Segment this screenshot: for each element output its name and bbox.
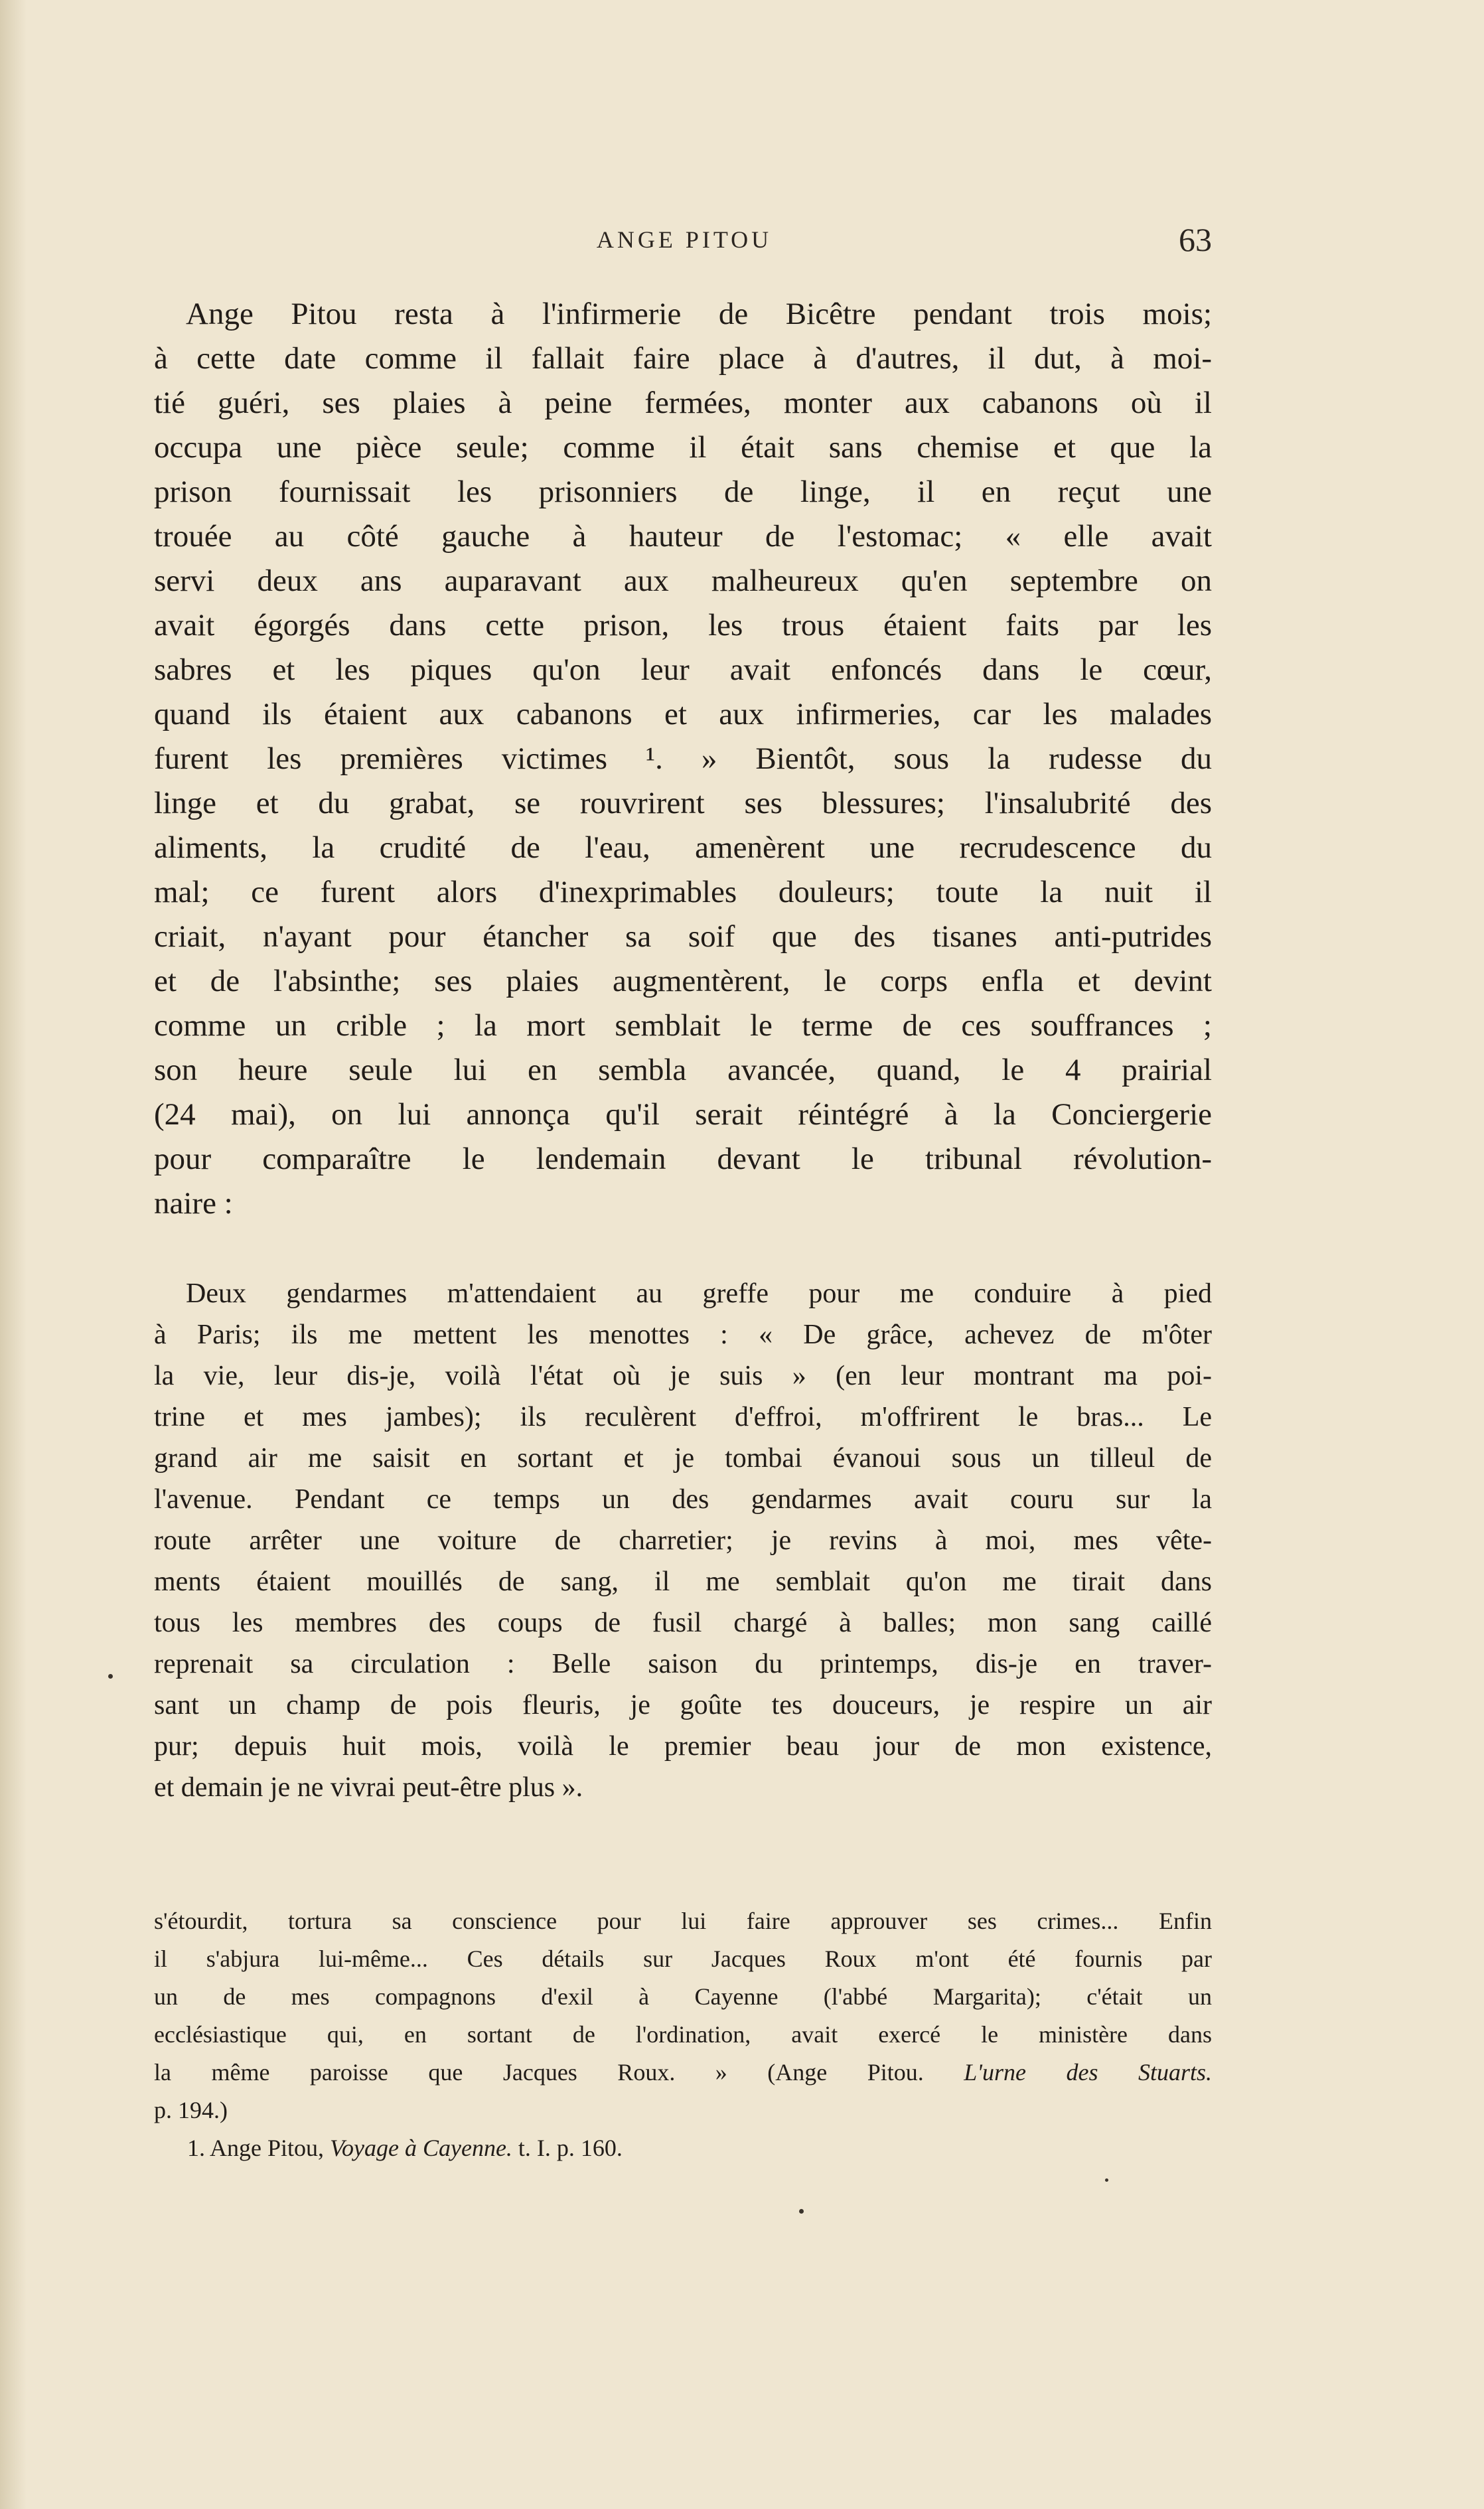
text-line: son heure seule lui en sembla avancée, quand, le 4 prairial — [154, 1053, 1212, 1087]
running-header — [157, 221, 1212, 266]
quote-line: pur; depuis huit mois, voilà le premier beau jour de mon existence, — [154, 1731, 1212, 1762]
quote-line: ments étaient mouillés de sang, il me semblait qu'on me tirait dans — [154, 1566, 1212, 1597]
note-line: un de mes compagnons d'exil à Cayenne (l'abbé Margarita); c'était un — [154, 1983, 1212, 2010]
text-line: trouée au côté gauche à hauteur de l'estomac; « elle avait — [154, 519, 1212, 554]
quote-line: grand air me saisit en sortant et je tombai évanoui sous un tilleul de — [154, 1443, 1212, 1474]
text-line: Ange Pitou resta à l'infirmerie de Bicêtre pendant trois mois; — [186, 297, 1212, 331]
text-line: linge et du grabat, se rouvrirent ses blessures; l'insalubrité des — [154, 786, 1212, 820]
text-line: naire : — [154, 1186, 233, 1221]
text-line: sabres et les piques qu'on leur avait enfoncés dans le cœur, — [154, 652, 1212, 687]
text-line: à cette date comme il fallait faire place à d'autres, il dut, à moi- — [154, 341, 1212, 376]
note-line — [154, 2054, 1212, 2091]
text-line: prison fournissait les prisonniers de linge, il en reçut une — [154, 475, 1212, 509]
page-edge-shadow — [0, 0, 27, 2509]
note-line: il s'abjura lui-même... Ces détails sur Jacques Roux m'ont été fournis par — [154, 1945, 1212, 1972]
notes-block — [154, 1902, 1212, 2167]
text-line: comme un crible ; la mort semblait le terme de ces souffrances ; — [154, 1008, 1212, 1043]
quote-line: sant un champ de pois fleuris, je goûte tes douceurs, je respire un air — [154, 1690, 1212, 1720]
text-line: occupa une pièce seule; comme il était sans chemise et que la — [154, 430, 1212, 465]
footnote — [154, 2129, 1212, 2167]
text-line: (24 mai), on lui annonça qu'il serait réintégré à la Conciergerie — [154, 1097, 1212, 1132]
main-paragraph — [154, 292, 1212, 1226]
ink-speck — [108, 1674, 113, 1679]
text-line: criait, n'ayant pour étancher sa soif que des tisanes anti-putrides — [154, 919, 1212, 954]
text-line: tié guéri, ses plaies à peine fermées, monter aux cabanons où il — [154, 386, 1212, 420]
note-line: s'étourdit, tortura sa conscience pour lui faire approuver ses crimes... Enfin — [154, 1908, 1212, 1934]
text-line: furent les premières victimes ¹. » Bientôt, sous la rudesse du — [154, 741, 1212, 776]
text-line: aliments, la crudité de l'eau, amenèrent une recrudescence du — [154, 830, 1212, 865]
running-title: ANGE PITOU — [596, 226, 773, 253]
note-text: la même paroisse que Jacques Roux. » (Ange Pitou. — [154, 2059, 964, 2086]
text-line: mal; ce furent alors d'inexprimables douleurs; toute la nuit il — [154, 875, 1212, 909]
quote-line: Deux gendarmes m'attendaient au greffe pour me conduire à pied — [186, 1278, 1212, 1309]
quote-line: trine et mes jambes); ils reculèrent d'effroi, m'offrirent le bras... Le — [154, 1402, 1212, 1432]
quote-line: la vie, leur dis-je, voilà l'état où je suis » (en leur montrant ma poi- — [154, 1361, 1212, 1391]
footnote-reference: t. I. p. 160. — [512, 2135, 623, 2161]
quote-line: tous les membres des coups de fusil chargé à balles; mon sang caillé — [154, 1608, 1212, 1638]
text-line: quand ils étaient aux cabanons et aux infirmeries, car les malades — [154, 697, 1212, 731]
text-line: pour comparaître le lendemain devant le tribunal révolution- — [154, 1142, 1212, 1176]
text-line: servi deux ans auparavant aux malheureux qu'en septembre on — [154, 564, 1212, 598]
quote-line: à Paris; ils me mettent les menottes : « De grâce, achevez de m'ôter — [154, 1320, 1212, 1350]
cited-title: L'urne des Stuarts. — [964, 2059, 1212, 2086]
quote-line: route arrêter une voiture de charretier; je revins à moi, mes vête- — [154, 1525, 1212, 1556]
quotation-block — [154, 1273, 1212, 1808]
note-line: p. 194.) — [154, 2097, 228, 2123]
quote-line: l'avenue. Pendant ce temps un des gendarmes avait couru sur la — [154, 1484, 1212, 1515]
footnote-text: 1. Ange Pitou, — [187, 2135, 331, 2161]
ink-speck — [1105, 2178, 1108, 2182]
quote-line: reprenait sa circulation : Belle saison du printemps, dis-je en traver- — [154, 1649, 1212, 1679]
cited-title: Voyage à Cayenne. — [330, 2135, 512, 2161]
page-number: 63 — [1179, 221, 1212, 258]
text-line: avait égorgés dans cette prison, les trous étaient faits par les — [154, 608, 1212, 643]
ink-speck — [799, 2209, 804, 2214]
quote-line: et demain je ne vivrai peut-être plus ». — [154, 1772, 583, 1803]
note-line: ecclésiastique qui, en sortant de l'ordination, avait exercé le ministère dans — [154, 2021, 1212, 2048]
text-line: et de l'absinthe; ses plaies augmentèrent, le corps enfla et devint — [154, 964, 1212, 998]
